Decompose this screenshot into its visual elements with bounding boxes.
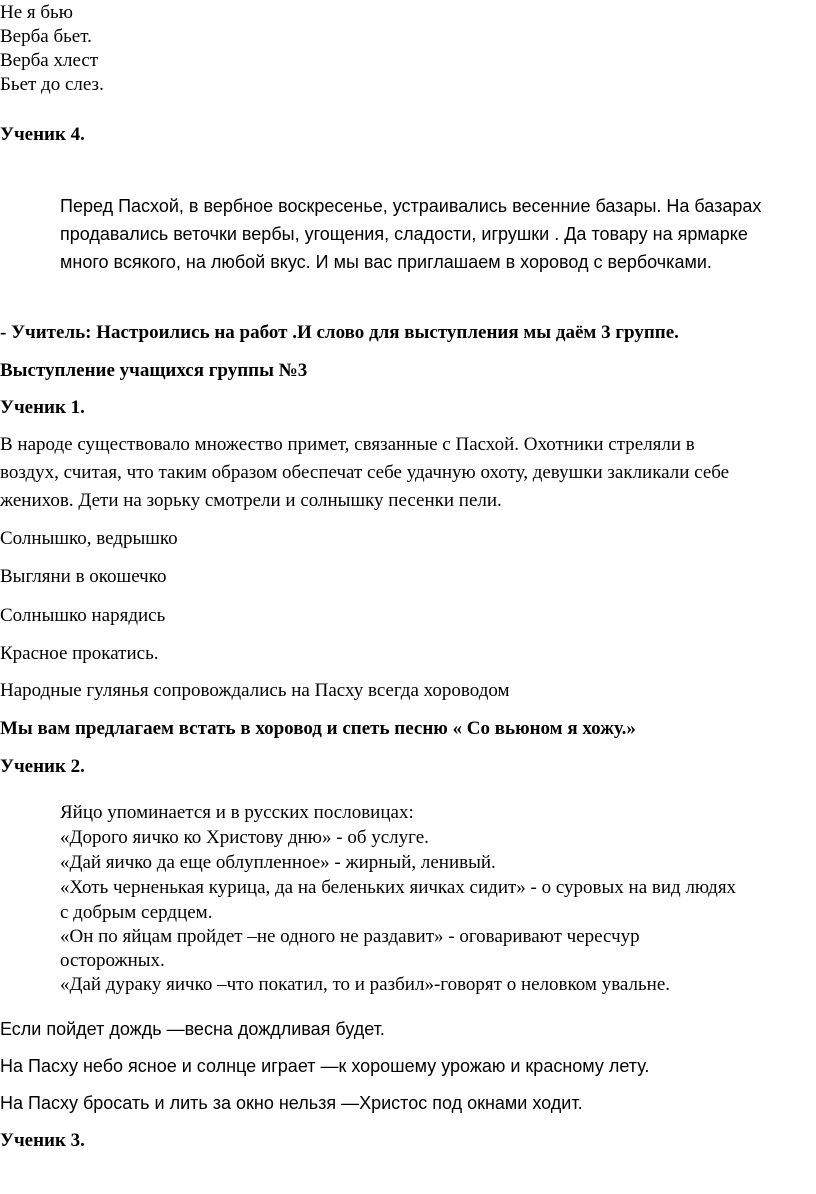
- proverb-line: «Он по яйцам пройдет –не одного не раздавит» - оговаривают чересчур: [60, 926, 640, 947]
- student2-heading: Ученик 2.: [0, 756, 85, 777]
- song-line: Солнышко, ведрышко: [0, 528, 178, 549]
- proverb-line: «Дай яичко да еще облупленное» - жирный, ленивый.: [60, 852, 496, 873]
- teacher-line: - Учитель: Настроились на работ .И слово для выступления мы даём 3 группе.: [0, 322, 679, 343]
- omen-line: На Пасху бросать и лить за окно нельзя —Христос под окнами ходит.: [0, 1093, 583, 1113]
- student1-text-line: воздух, считая, что таким образом обеспечат себе удачную охоту, девушки закликали себе: [0, 462, 730, 483]
- student1-heading: Ученик 1.: [0, 397, 85, 418]
- poem-line: Не я бью: [0, 2, 73, 23]
- proverb-line: «Хоть черненькая курица, да на беленьких яичках сидит» - о суровых на вид людях: [60, 877, 737, 898]
- student1-text-line: В народе существовало множество примет, связанные с Пасхой. Охотники стреляли в: [0, 434, 695, 455]
- proverb-line: «Дорого яичко ко Христову дню» - об услуге.: [60, 827, 429, 848]
- group3-heading: Выступление учащихся группы №3: [0, 360, 308, 381]
- proverb-line: Яйцо упоминается и в русских пословицах:: [60, 802, 414, 823]
- omen-line: Если пойдет дождь —весна дождливая будет.: [0, 1019, 385, 1039]
- student4-text-line: Перед Пасхой, в вербное воскресенье, устраивались весенние базары. На базарах: [60, 196, 762, 216]
- song-line: Красное прокатись.: [0, 643, 159, 664]
- song-line: Солнышко нарядись: [0, 605, 166, 626]
- student4-heading: Ученик 4.: [0, 124, 85, 145]
- proverb-line: «Дай дураку яичко –что покатил, то и разбил»-говорят о неловком увальне.: [60, 974, 671, 995]
- poem-line: Верба бьет.: [0, 26, 92, 47]
- poem-line: Бьет до слез.: [0, 74, 104, 95]
- proverb-line: с добрым сердцем.: [60, 902, 213, 923]
- poem-line: Верба хлест: [0, 50, 99, 71]
- festivities-line: Народные гулянья сопровождались на Пасху всегда хороводом: [0, 680, 510, 701]
- invitation-line: Мы вам предлагаем встать в хоровод и спеть песню « Со вьюном я хожу.»: [0, 718, 636, 739]
- student4-text-line: много всякого, на любой вкус. И мы вас приглашаем в хоровод с вербочками.: [60, 252, 712, 272]
- proverb-line: осторожных.: [60, 950, 165, 971]
- student3-heading: Ученик 3.: [0, 1130, 85, 1151]
- song-line: Выгляни в окошечко: [0, 566, 167, 587]
- omen-line: На Пасху небо ясное и солнце играет —к хорошему урожаю и красному лету.: [0, 1056, 650, 1076]
- student1-text-line: женихов. Дети на зорьку смотрели и солнышку песенки пели.: [0, 490, 502, 511]
- student4-text-line: продавались веточки вербы, угощения, сладости, игрушки . Да товару на ярмарке: [60, 224, 748, 244]
